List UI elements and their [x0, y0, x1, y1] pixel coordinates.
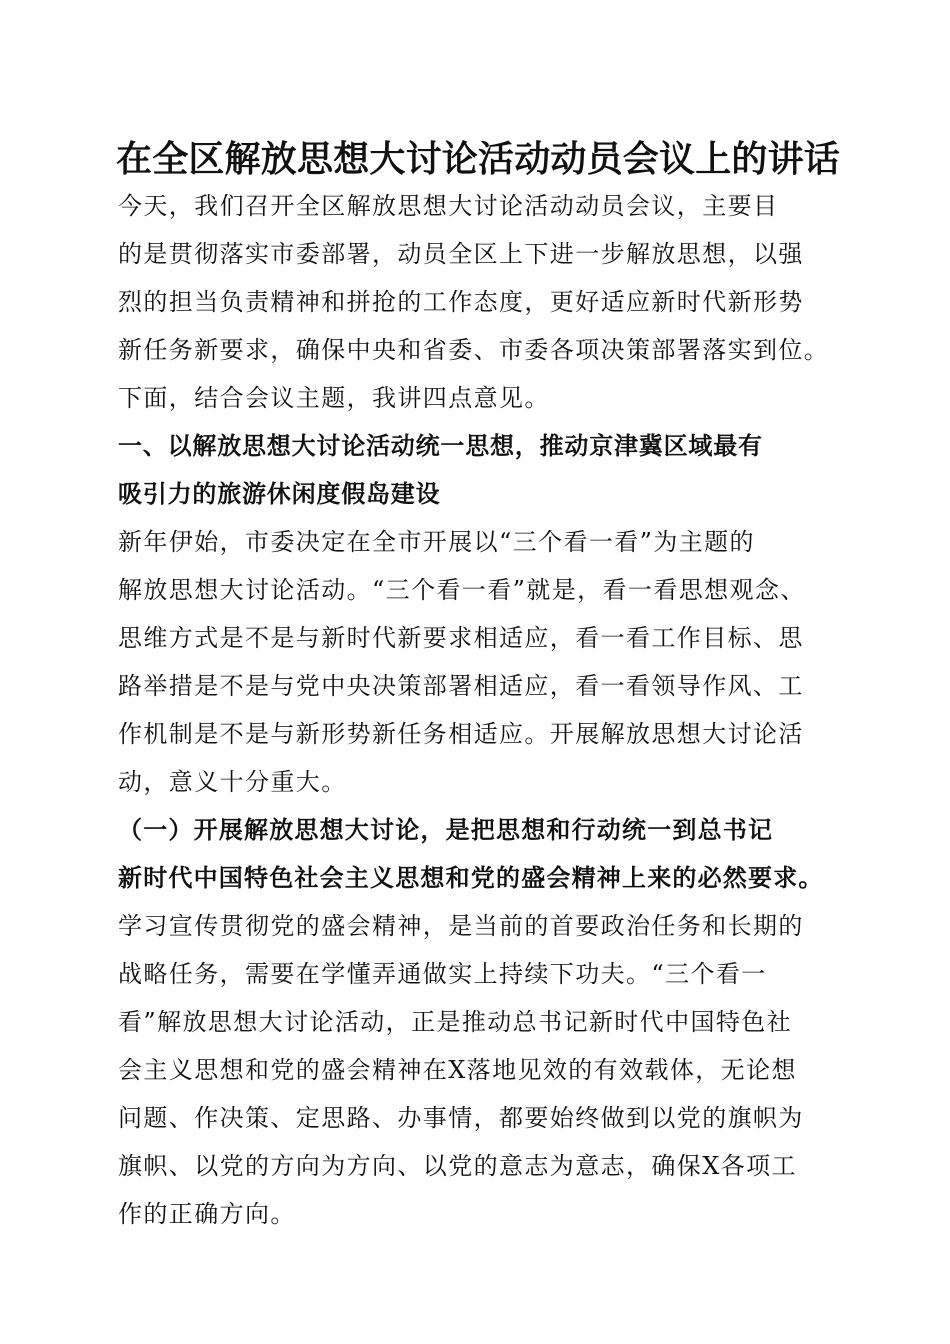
- body-line: 问题、作决策、定思路、办事情，都要始终做到以党的旗帜为: [118, 1104, 804, 1132]
- body-line: 作的正确方向。: [118, 1200, 296, 1228]
- body-line: 动，意义十分重大。: [118, 768, 347, 796]
- body-line: 学习宣传贯彻党的盛会精神，是当前的首要政治任务和长期的: [118, 912, 804, 940]
- intro-line: 烈的担当负责精神和拼抢的工作态度，更好适应新时代新形势: [118, 288, 804, 316]
- subsection-lead-line: 新时代中国特色社会主义思想和党的盛会精神上来的必然要求。: [118, 863, 824, 892]
- intro-line: 今天，我们召开全区解放思想大讨论活动动员会议，主要目: [118, 192, 779, 220]
- body-line: 路举措是不是与党中央决策部署相适应，看一看领导作风、工: [118, 672, 804, 700]
- body-line: 看”解放思想大讨论活动，正是推动总书记新时代中国特色社: [118, 1008, 793, 1036]
- subsection-lead-line: （一）开展解放思想大讨论，是把思想和行动统一到总书记: [118, 815, 774, 844]
- intro-line: 的是贯彻落实市委部署，动员全区上下进一步解放思想，以强: [118, 240, 804, 268]
- body-line: 战略任务，需要在学懂弄通做实上持续下功夫。“三个看一: [118, 960, 767, 988]
- body-line: 作机制是不是与新形势新任务相适应。开展解放思想大讨论活: [118, 720, 804, 748]
- body-line: 会主义思想和党的盛会精神在X落地见效的有效载体，无论想: [118, 1056, 797, 1084]
- section-heading-line: 一、以解放思想大讨论活动统一思想，推动京津冀区域最有: [118, 432, 763, 460]
- body-line: 旗帜、以党的方向为方向、以党的意志为意志，确保X各项工: [118, 1152, 797, 1180]
- body-line: 解放思想大讨论活动。“三个看一看”就是，看一看思想观念、: [118, 576, 806, 604]
- body-line: 思维方式是不是与新时代新要求相适应，看一看工作目标、思: [118, 624, 804, 652]
- body-line: 新年伊始，市委决定在全市开展以“三个看一看”为主题的: [118, 528, 755, 556]
- intro-line: 下面，结合会议主题，我讲四点意见。: [118, 384, 550, 412]
- section-heading-line: 吸引力的旅游休闲度假岛建设: [118, 480, 441, 508]
- document-title: 在全区解放思想大讨论活动动员会议上的讲话: [116, 139, 841, 180]
- intro-line: 新任务新要求，确保中央和省委、市委各项决策部署落实到位。: [118, 336, 830, 364]
